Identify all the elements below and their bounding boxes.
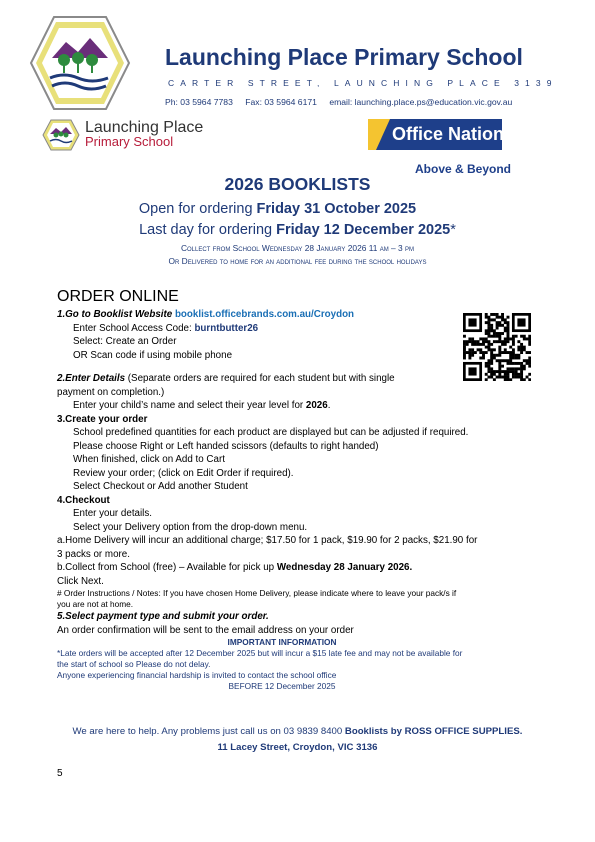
logo-text-line2: Primary School [85,134,174,149]
collect-note: Collect from School Wednesday 28 January 2026 11 am – 3 pm [180,243,415,253]
ross-office-supplies: Booklists by ROSS OFFICE SUPPLIES. [344,726,523,737]
step5-title: 5.Select payment type and submit your order. [57,611,269,622]
school-crest-logo [28,14,132,112]
school-contact [165,97,522,107]
booklist-link[interactable]: booklist.officebrands.com.au/Croydon [174,309,355,320]
small-school-logo-icon [42,119,80,151]
page-title: 2026 BOOKLISTS [224,174,371,194]
step2-title: 2.Enter Details [57,373,126,384]
instructions: 1.Go to Booklist Website booklist.officebrands.com.au/Croydon Enter School Access Code: burntbutter26 Select: Create an Order OR Scan code if using mobile phone 2.Enter Details (Separate orders are required for each student but with single payment on completion.) Enter your child’s name and select their year level for 2026. 3.Create your order School predefined quantities for each product are displayed but can be adjusted if required. Please choose Right or Left handed scissors (defaults to right handed) When finished, click on Add to Cart Review your order; (click on Edit Order if required). Select Checkout or Add another Student 4.Checkout Enter your details. Select your Delivery option from the drop-down menu. a.Home Delivery will incur an additional charge; $17.50 for 1 pack, $19.90 for 2 packs, $21.90 for 3 packs or more. b.Collect from School (free) – Available for pick up Wednesday 28 January 2026. Click Next. # Order Instructions / Notes: If you have chosen Home Delivery, please indicate where to leave your pack/s if you are not at home. 5.Select payment type and submit your order. An order confirmation will be sent to the email address on your order IMPORTANT INFORMATION *Late orders will be accepted after 12 December 2025 but will incur a $15 late fee and may not be available for the start of school so Please do not delay. Anyone experiencing financial hardship is invited to contact the school office BEFORE 12 December 2025 [57,309,478,691]
logo-text-line1: Launching Place [85,119,204,136]
open-date: Friday 31 October 2025 [256,201,417,217]
page-number: 5 [57,768,63,779]
last-date: Friday 12 December 2025 [276,222,451,238]
school-address: CARTER STREET, LAUNCHING PLACE 3139 [168,78,558,88]
office-national-name: Office National [392,124,520,144]
open-ordering-line: Open for ordering Friday 31 October 2025 [138,201,417,217]
school-name: Launching Place Primary School [165,44,523,70]
footer [0,724,595,756]
office-national-swoosh-icon [368,119,394,150]
office-national-slogan: Above & Beyond [415,162,512,176]
street-address: 11 Lacey Street, Croydon, VIC 3136 [217,742,378,753]
last-day-line: Last day for ordering Friday 12 December 2025* [139,222,456,238]
step1-title: 1.Go to Booklist Website [57,309,175,320]
phone: Ph: 03 5964 7783 [165,97,233,107]
email[interactable]: email: launching.place.ps@education.vic.gov.au [329,97,513,107]
step4-title: 4.Checkout [57,494,110,506]
important-heading: IMPORTANT INFORMATION [227,637,337,647]
order-online-heading: ORDER ONLINE [57,288,179,305]
step3-title: 3.Create your order [57,413,148,425]
fax: Fax: 03 5964 6171 [245,97,317,107]
deliver-note: Or Delivered to home for an additional fee during the school holidays [168,256,427,266]
access-code: burntbutter26 [194,322,259,334]
help-text: We are here to help. Any problems just call us on 03 9839 8400 [72,726,345,737]
